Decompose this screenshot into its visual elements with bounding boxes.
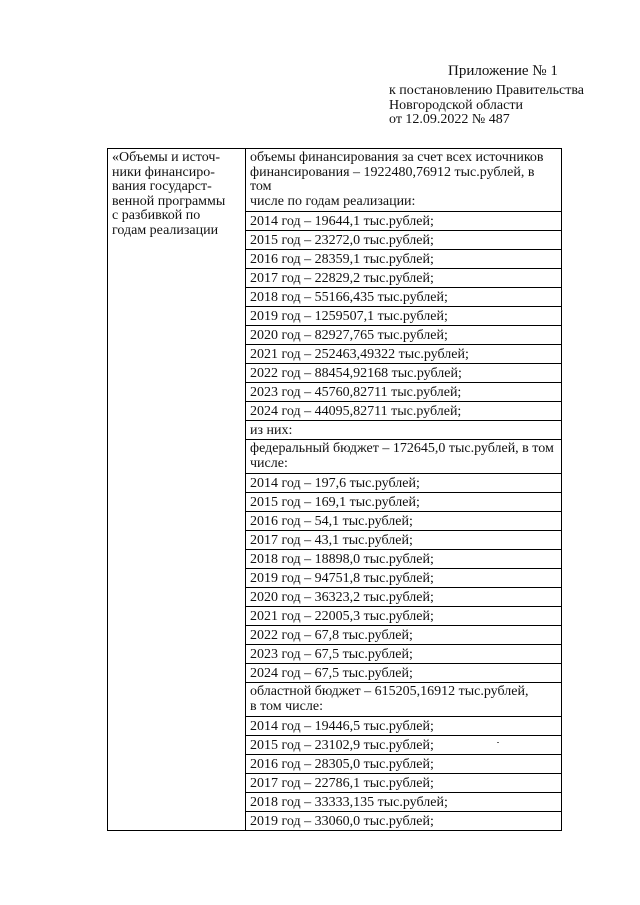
list-item bbox=[246, 645, 561, 664]
label-line: с разбивкой по bbox=[112, 208, 201, 223]
list-item bbox=[246, 250, 561, 269]
list-item bbox=[246, 812, 561, 830]
line-text: 2021 год – 22005,3 тыс.рублей; bbox=[250, 609, 434, 624]
list-item bbox=[246, 307, 561, 326]
list-item bbox=[246, 626, 561, 645]
list-item bbox=[246, 607, 561, 626]
list-item bbox=[246, 531, 561, 550]
list-item bbox=[246, 512, 561, 531]
list-item bbox=[246, 288, 561, 307]
list-item bbox=[246, 326, 561, 345]
line-text: 2018 год – 18898,0 тыс.рублей; bbox=[250, 552, 434, 567]
line-text: 2018 год – 33333,135 тыс.рублей; bbox=[250, 795, 448, 810]
label-line: вания государст- bbox=[112, 179, 212, 194]
line-text: 2022 год – 67,8 тыс.рублей; bbox=[250, 628, 413, 643]
line-text: федеральный бюджет – 172645,0 тыс.рублей, в том bbox=[250, 441, 554, 456]
list-item bbox=[246, 269, 561, 288]
line-text: в том числе: bbox=[250, 698, 323, 714]
list-item bbox=[246, 231, 561, 250]
line-text: 2024 год – 67,5 тыс.рублей; bbox=[250, 666, 413, 681]
line-text: 2015 год – 169,1 тыс.рублей; bbox=[250, 495, 420, 510]
line-text: 2020 год – 36323,2 тыс.рублей; bbox=[250, 590, 434, 605]
line-text: 2017 год – 22786,1 тыс.рублей; bbox=[250, 776, 434, 791]
line-text: 2023 год – 45760,82711 тыс.рублей; bbox=[250, 385, 462, 400]
list-item bbox=[246, 149, 561, 212]
line-text: объемы финансирования за счет всех источников bbox=[250, 150, 544, 165]
line-text: 2023 год – 67,5 тыс.рублей; bbox=[250, 647, 413, 662]
line-text: 2016 год – 28305,0 тыс.рублей; bbox=[250, 757, 434, 772]
line-text: 2014 год – 19446,5 тыс.рублей; bbox=[250, 719, 434, 734]
line-text: 2017 год – 43,1 тыс.рублей; bbox=[250, 533, 413, 548]
label-line: «Объемы и источ- bbox=[112, 150, 221, 165]
appendix-line: от 12.09.2022 № 487 bbox=[389, 112, 510, 127]
list-item bbox=[246, 793, 561, 812]
line-text: 2016 год – 28359,1 тыс.рублей; bbox=[250, 252, 434, 267]
financing-label-cell bbox=[108, 149, 246, 831]
list-item bbox=[246, 474, 561, 493]
table-row bbox=[108, 149, 562, 831]
list-item bbox=[246, 402, 561, 421]
appendix-title: Приложение № 1 bbox=[448, 63, 558, 79]
financing-table bbox=[107, 148, 562, 831]
financing-label bbox=[112, 151, 241, 238]
list-item bbox=[246, 683, 561, 717]
label-line: годам реализации bbox=[112, 222, 219, 238]
line-text: из них: bbox=[250, 423, 293, 438]
line-text: числе по годам реализации: bbox=[250, 193, 416, 209]
line-text: 2015 год – 23102,9 тыс.рублей; bbox=[250, 738, 434, 753]
appendix-line: к постановлению Правительства bbox=[389, 83, 585, 98]
line-text: 2015 год – 23272,0 тыс.рублей; bbox=[250, 233, 434, 248]
list-item bbox=[246, 569, 561, 588]
line-text: 2020 год – 82927,765 тыс.рублей; bbox=[250, 328, 448, 343]
list-item bbox=[246, 421, 561, 440]
line-text: 2019 год – 1259507,1 тыс.рублей; bbox=[250, 309, 448, 324]
line-text: областной бюджет – 615205,16912 тыс.рублей, bbox=[250, 684, 529, 699]
list-item bbox=[246, 736, 561, 755]
line-text: 2016 год – 54,1 тыс.рублей; bbox=[250, 514, 413, 529]
financing-lines bbox=[246, 149, 561, 830]
list-item bbox=[246, 588, 561, 607]
list-item bbox=[246, 755, 561, 774]
list-item bbox=[246, 717, 561, 736]
list-item bbox=[246, 383, 561, 402]
list-item bbox=[246, 493, 561, 512]
list-item bbox=[246, 345, 561, 364]
list-item bbox=[246, 664, 561, 683]
line-text: 2024 год – 44095,82711 тыс.рублей; bbox=[250, 404, 462, 419]
appendix-line: Новгородской области bbox=[389, 97, 523, 113]
scan-mark bbox=[497, 742, 499, 743]
label-line: ники финансиро- bbox=[112, 164, 215, 180]
appendix-subtitle bbox=[389, 84, 584, 128]
line-text: 2021 год – 252463,49322 тыс.рублей; bbox=[250, 347, 469, 362]
line-text: 2022 год – 88454,92168 тыс.рублей; bbox=[250, 366, 462, 381]
list-item bbox=[246, 212, 561, 231]
line-text: 2017 год – 22829,2 тыс.рублей; bbox=[250, 271, 434, 286]
line-text: 2014 год – 197,6 тыс.рублей; bbox=[250, 476, 420, 491]
label-line: венной программы bbox=[112, 193, 226, 209]
list-item bbox=[246, 774, 561, 793]
line-text: 2019 год – 94751,8 тыс.рублей; bbox=[250, 571, 434, 586]
list-item bbox=[246, 364, 561, 383]
line-text: 2014 год – 19644,1 тыс.рублей; bbox=[250, 214, 434, 229]
financing-content-cell bbox=[246, 149, 562, 831]
line-text: 2018 год – 55166,435 тыс.рублей; bbox=[250, 290, 448, 305]
line-text: числе: bbox=[250, 455, 288, 471]
line-text: финансирования – 1922480,76912 тыс.рублей, в том bbox=[250, 164, 535, 194]
line-text: 2019 год – 33060,0 тыс.рублей; bbox=[250, 814, 434, 829]
list-item bbox=[246, 550, 561, 569]
list-item bbox=[246, 440, 561, 474]
